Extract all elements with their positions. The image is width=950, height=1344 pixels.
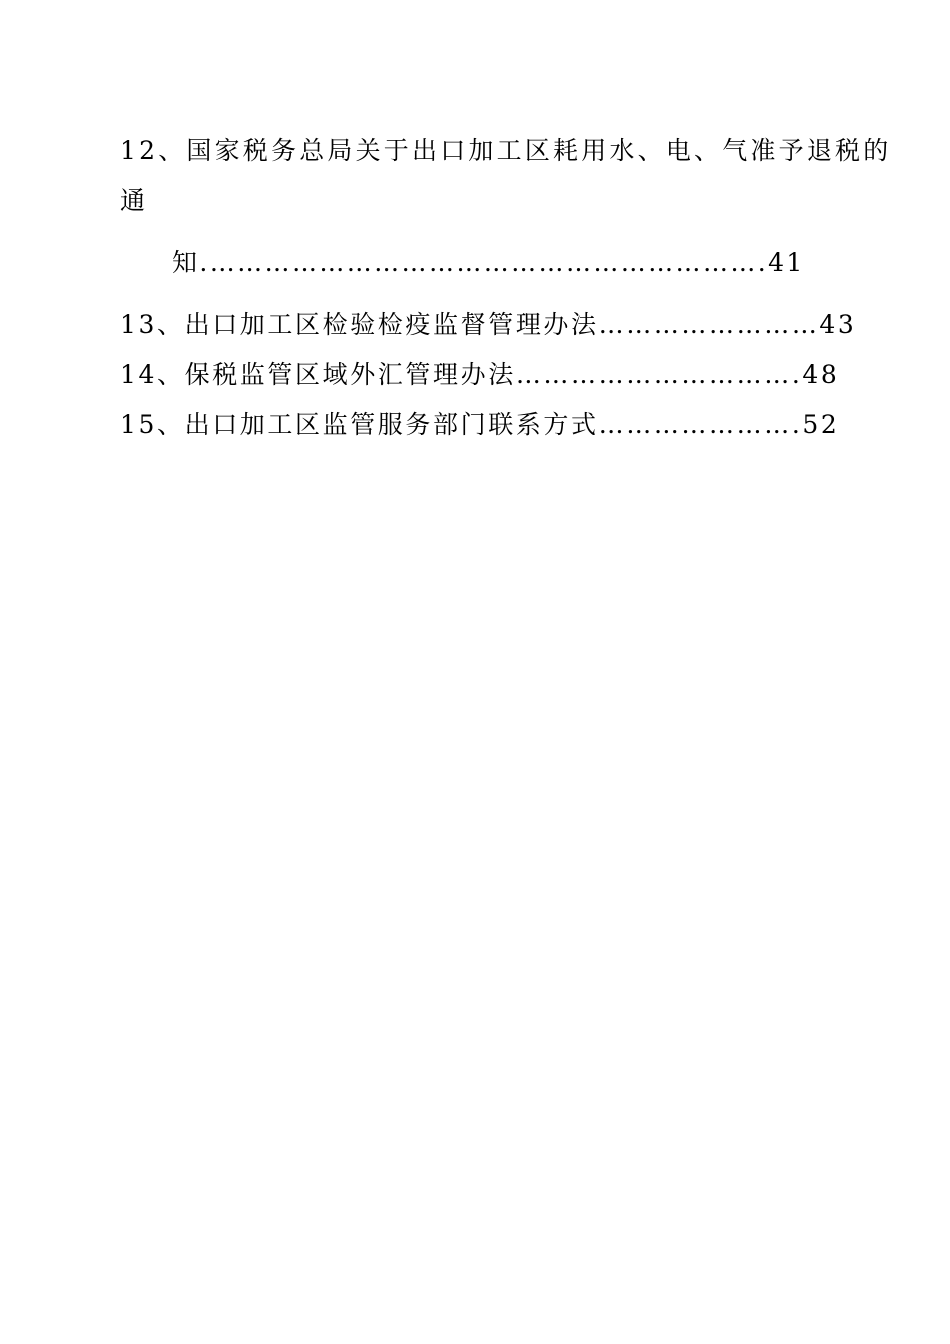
toc-entry-14: 14、保税监管区域外汇管理办法………………………….48 xyxy=(120,360,840,389)
toc-entry-15: 15、出口加工区监管服务部门联系方式………………….52 xyxy=(120,410,840,439)
toc-entry-13: 13、出口加工区检验检疫监督管理办法……………………43 xyxy=(120,310,857,339)
toc-entry-12-line-2: 通 xyxy=(120,186,149,215)
toc-entry-12-line-3: 知.…………………………………………………….41 xyxy=(172,248,805,277)
toc-entry-12-line-1: 12、国家税务总局关于出口加工区耗用水、电、气准予退税的 xyxy=(120,136,892,165)
